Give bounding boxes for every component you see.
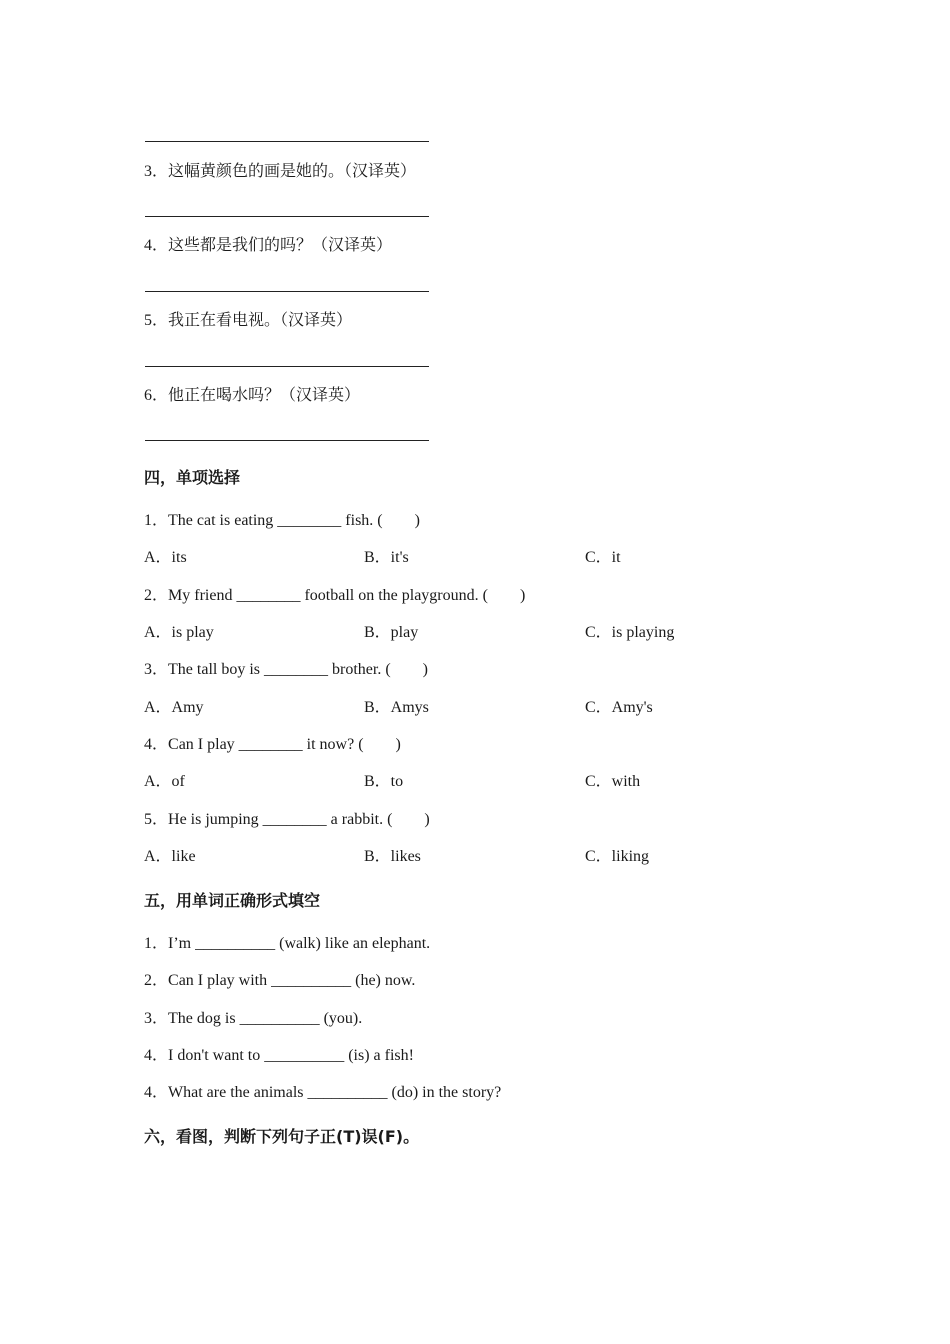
question-text: Can I play ________ it now? ( ) xyxy=(168,736,401,753)
item-number: 3． xyxy=(144,163,169,180)
answer-line xyxy=(145,216,429,217)
section-heading: 四，单项选择 xyxy=(144,468,241,487)
item-text: 他正在喝水吗？（汉译英） xyxy=(168,387,361,404)
question-number: 1． xyxy=(144,512,169,529)
item-text: What are the animals __________ (do) in the story? xyxy=(168,1084,502,1101)
section-heading: 六，看图，判断下列句子正(T)误(F)。 xyxy=(144,1127,420,1146)
section-heading: 五，用单词正确形式填空 xyxy=(144,891,321,910)
option-a: A．like xyxy=(144,848,196,865)
translation-item xyxy=(144,236,392,256)
translation-item xyxy=(144,386,360,406)
answer-line xyxy=(145,291,429,292)
option-b: B．to xyxy=(364,773,404,790)
fill-blank-item xyxy=(144,1009,362,1029)
item-text: 这幅黄颜色的画是她的。（汉译英） xyxy=(168,163,417,180)
option-b: B．it's xyxy=(364,549,409,566)
item-number: 3． xyxy=(144,1010,169,1027)
translation-item xyxy=(144,311,352,331)
option-b: B．play xyxy=(364,624,419,641)
mc-question xyxy=(144,810,430,830)
answer-line xyxy=(145,366,429,367)
answer-line xyxy=(145,440,429,441)
option-c: C．Amy's xyxy=(585,699,653,716)
question-text: The cat is eating ________ fish. ( ) xyxy=(168,512,420,529)
fill-blank-item xyxy=(144,934,430,954)
option-a: A．Amy xyxy=(144,699,204,716)
fill-blank-item xyxy=(144,971,415,991)
mc-question xyxy=(144,660,428,680)
fill-blank-item xyxy=(144,1083,501,1103)
option-c: C．is playing xyxy=(585,624,675,641)
item-text: 这些都是我们的吗？（汉译英） xyxy=(168,237,393,254)
item-text: I’m __________ (walk) like an elephant. xyxy=(168,935,431,952)
mc-question xyxy=(144,586,525,606)
question-number: 5． xyxy=(144,811,169,828)
fill-blank-item xyxy=(144,1046,414,1066)
item-text: Can I play with __________ (he) now. xyxy=(168,972,416,989)
item-number: 4． xyxy=(144,1047,169,1064)
question-text: The tall boy is ________ brother. ( ) xyxy=(168,661,428,678)
item-number: 6． xyxy=(144,387,169,404)
mc-question xyxy=(144,735,401,755)
item-number: 4． xyxy=(144,1084,169,1101)
option-a: A．is play xyxy=(144,624,214,641)
item-number: 2． xyxy=(144,972,169,989)
item-number: 4． xyxy=(144,237,169,254)
option-c: C．it xyxy=(585,549,621,566)
answer-line xyxy=(145,141,429,142)
option-a: A．of xyxy=(144,773,185,790)
question-text: My friend ________ football on the playground. ( ) xyxy=(168,587,526,604)
option-c: C．liking xyxy=(585,848,650,865)
translation-item xyxy=(144,162,416,182)
question-number: 3． xyxy=(144,661,169,678)
option-b: B．Amys xyxy=(364,699,429,716)
item-text: I don't want to __________ (is) a fish! xyxy=(168,1047,414,1064)
question-number: 2． xyxy=(144,587,169,604)
mc-question xyxy=(144,511,420,531)
option-a: A．its xyxy=(144,549,187,566)
option-c: C．with xyxy=(585,773,641,790)
item-number: 1． xyxy=(144,935,169,952)
question-number: 4． xyxy=(144,736,169,753)
item-text: The dog is __________ (you). xyxy=(168,1010,363,1027)
item-text: 我正在看电视。（汉译英） xyxy=(168,312,353,329)
option-b: B．likes xyxy=(364,848,421,865)
question-text: He is jumping ________ a rabbit. ( ) xyxy=(168,811,430,828)
item-number: 5． xyxy=(144,312,169,329)
